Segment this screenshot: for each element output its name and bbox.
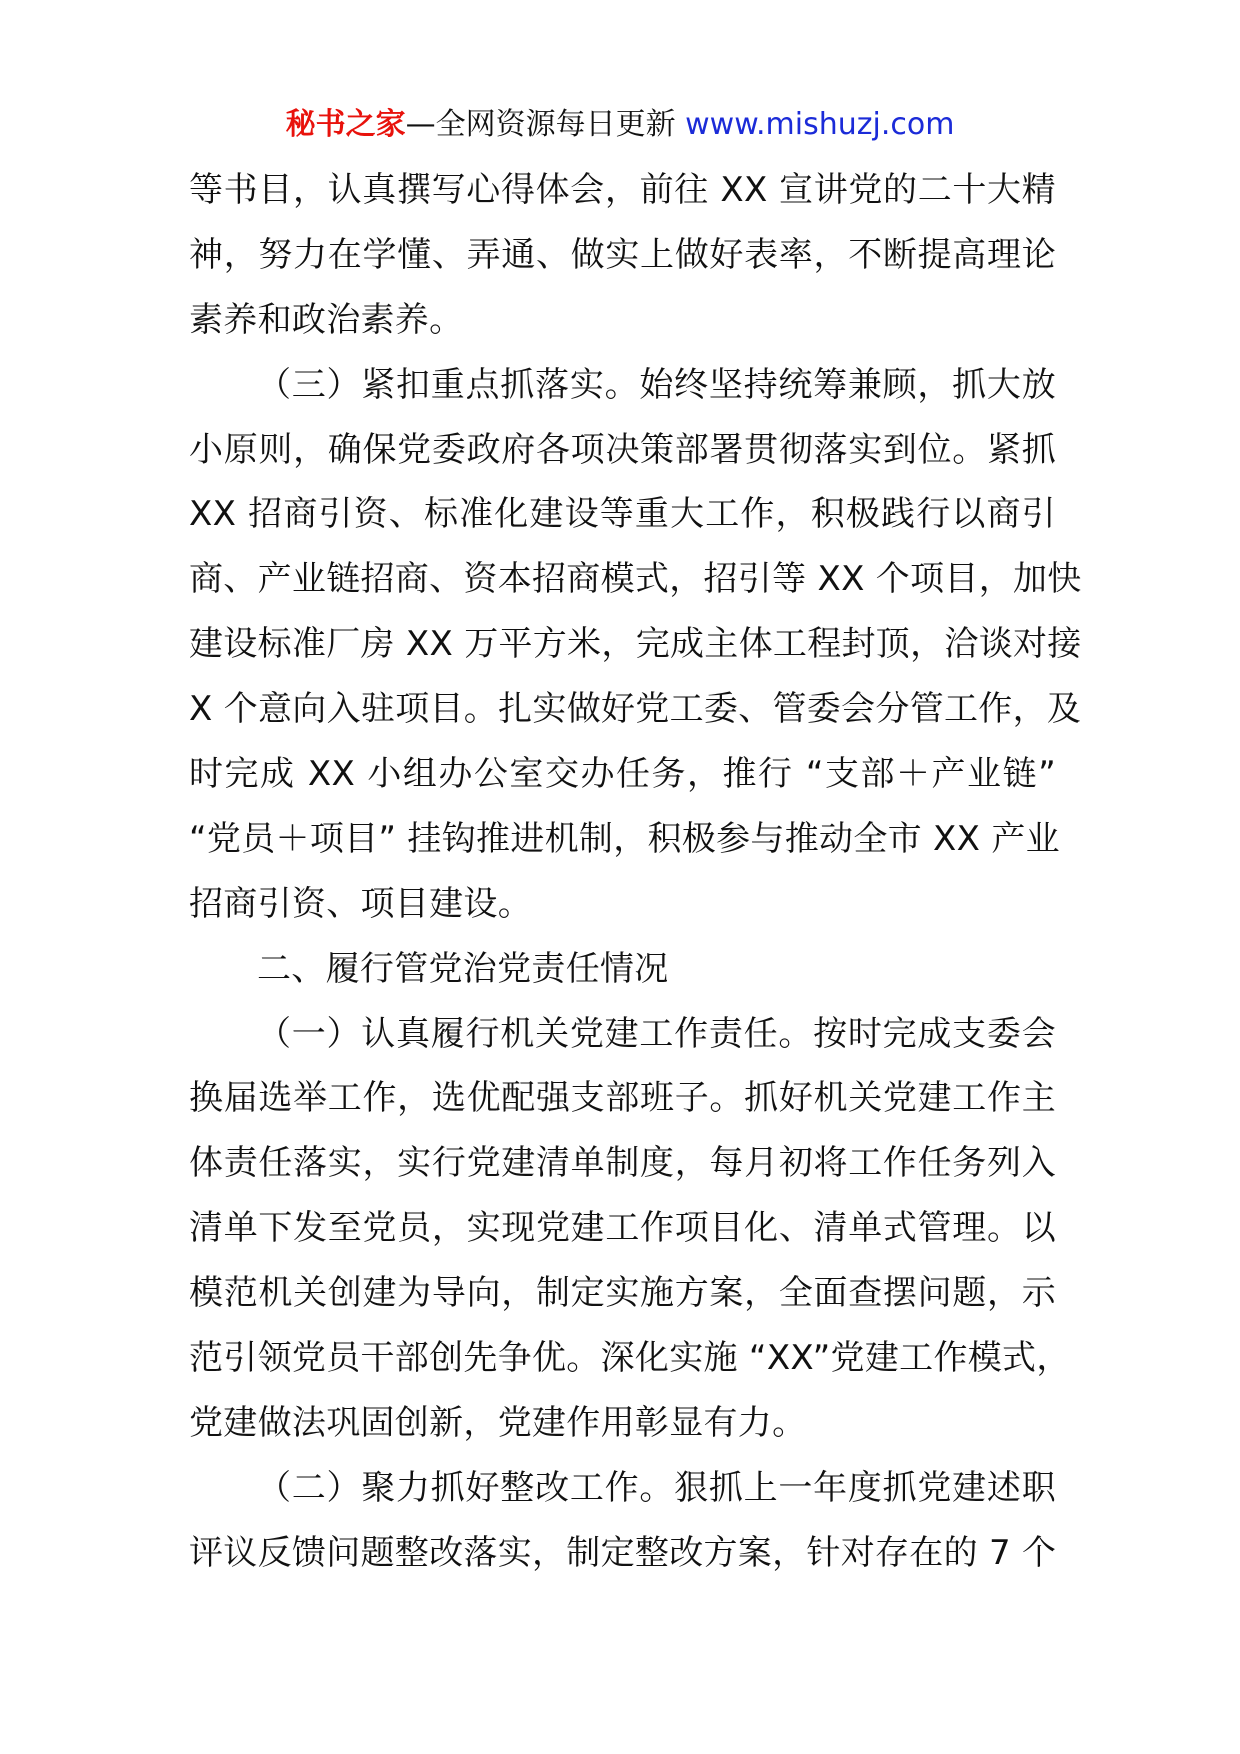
text-line: 招商引资、项目建设。 (189, 883, 532, 924)
text-line: 小原则，确保党委政府各项决策部署贯彻落实到位。紧抓 (189, 429, 1056, 470)
text-line: 评议反馈问题整改落实，制定整改方案，针对存在的 7 个 (189, 1532, 1057, 1573)
text-line: 清单下发至党员，实现党建工作项目化、清单式管理。以 (189, 1208, 1056, 1249)
text-line: 素养和政治素养。 (189, 299, 464, 340)
text-line: X 个意向入驻项目。扎实做好党工委、管委会分管工作，及 (189, 689, 1082, 730)
text-line: 建设标准厂房 XX 万平方米，完成主体工程封顶，洽谈对接 (189, 624, 1082, 665)
text-line: 时完成 XX 小组办公室交办任务，推行 “支部＋产业链” (189, 754, 1056, 795)
header-url-link[interactable]: www.mishuzj.com (685, 107, 955, 142)
text-line: 换届选举工作，选优配强支部班子。抓好机关党建工作主 (189, 1078, 1056, 1119)
text-line: “党员＋项目” 挂钩推进机制，积极参与推动全市 XX 产业 (189, 818, 1060, 859)
paragraph-start-line: （一）认真履行机关党建工作责任。按时完成支委会 (257, 1013, 1056, 1054)
page-header (0, 98, 1240, 152)
text-line: XX 招商引资、标准化建设等重大工作，积极践行以商引 (189, 494, 1056, 535)
text-line: 商、产业链招商、资本招商模式，招引等 XX 个项目，加快 (189, 559, 1082, 600)
text-line: 神，努力在学懂、弄通、做实上做好表率，不断提高理论 (189, 234, 1056, 275)
text-line: 范引领党员干部创先争优。深化实施 “XX”党建工作模式， (189, 1338, 1071, 1379)
section-heading: 二、履行管党治党责任情况 (257, 948, 669, 989)
header-brand: 秘书之家 (285, 107, 406, 142)
paragraph-start-line: （三）紧扣重点抓落实。始终坚持统筹兼顾，抓大放 (257, 364, 1056, 405)
header-tagline: —全网资源每日更新 (405, 107, 686, 142)
text-line: 模范机关创建为导向，制定实施方案，全面查摆问题，示 (189, 1273, 1056, 1314)
text-line: 党建做法巩固创新，党建作用彰显有力。 (189, 1402, 807, 1443)
document-body (189, 158, 1082, 1586)
text-line: 等书目，认真撰写心得体会，前往 XX 宣讲党的二十大精 (189, 170, 1056, 210)
paragraph-start-line: （二）聚力抓好整改工作。狠抓上一年度抓党建述职 (257, 1467, 1056, 1508)
text-line: 体责任落实，实行党建清单制度，每月初将工作任务列入 (189, 1143, 1056, 1184)
